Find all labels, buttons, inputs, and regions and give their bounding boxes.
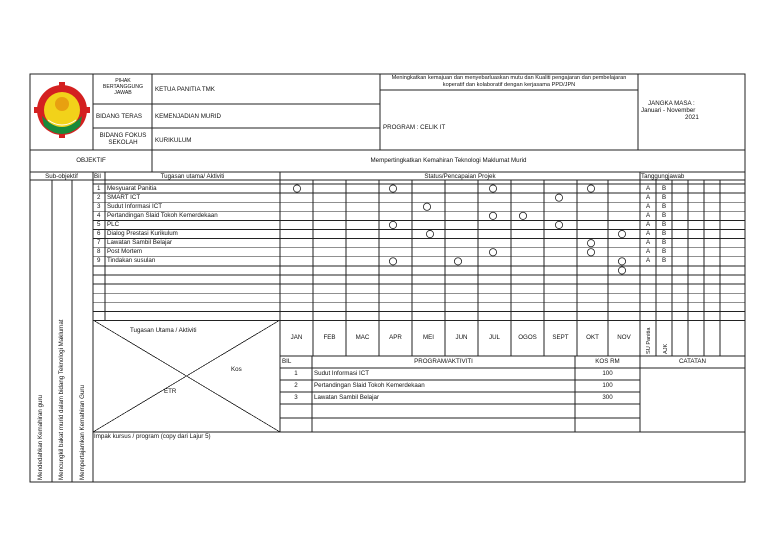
activity-name: Pertandingan Slaid Tokoh Kemerdekaan — [107, 211, 218, 219]
side-label-3: Mempertajamkan Kemahiran Guru — [79, 385, 86, 480]
status-circle-icon — [489, 185, 496, 192]
status-circle-icon — [618, 267, 625, 274]
col-tanggungjawab: Tanggungjawab — [641, 173, 685, 180]
resp-b: B — [662, 193, 667, 201]
col-sub-objektif: Sub-objektif — [45, 173, 78, 180]
status-circle-icon — [389, 221, 396, 228]
cost-row-name: Sudut Informasi ICT — [314, 370, 370, 377]
impak-text: Impak kursus / program (copy dari Lajur 5) — [94, 433, 211, 440]
resp-ajk: AJK — [663, 343, 669, 354]
activity-name: Lawatan Sambil Belajar — [107, 239, 173, 247]
objektif-value: Mempertingkatkan Kemahiran Teknologi Maklumat Murid — [370, 157, 527, 164]
status-circle-icon — [618, 258, 625, 265]
month-label: JUN — [455, 334, 468, 341]
status-circle-icon — [389, 185, 396, 192]
cost-bil-header: BIL — [282, 358, 292, 365]
resp-b: B — [662, 211, 667, 219]
status-circle-icon — [489, 212, 496, 219]
resp-b: B — [662, 184, 667, 192]
month-label: FEB — [323, 334, 336, 341]
col-bil: Bil — [94, 173, 101, 180]
status-circle-icon — [426, 230, 433, 237]
resp-b: B — [662, 248, 667, 256]
resp-b: B — [662, 257, 667, 265]
cost-row-number: 1 — [294, 370, 298, 377]
status-circle-icon — [587, 249, 594, 256]
status-circle-icon — [555, 194, 562, 201]
activity-name: Tindakan susulan — [107, 257, 156, 265]
cost-row-kos: 100 — [602, 382, 613, 389]
status-circle-icon — [389, 258, 396, 265]
resp-a: A — [646, 211, 651, 219]
activity-name: Sudut Informasi ICT — [107, 202, 163, 210]
jangka-value: Januari - November — [641, 107, 696, 114]
month-label: NOV — [617, 334, 631, 341]
status-circle-icon — [489, 249, 496, 256]
month-label: APR — [389, 334, 402, 341]
pihak-label: PIHAK BERTANGGUNG JAWAB — [102, 78, 144, 96]
diag-etr: ETR — [164, 388, 177, 395]
side-label-1: Mendedahkan Kemahiran guru — [37, 395, 44, 480]
status-circle-icon — [293, 185, 300, 192]
activity-number: 7 — [97, 239, 101, 247]
month-label: JUL — [488, 334, 500, 341]
pihak-value: KETUA PANITIA TMK — [155, 86, 215, 93]
activity-name: SMART ICT — [107, 193, 141, 201]
month-label: MEI — [422, 334, 434, 341]
activity-number: 2 — [97, 193, 101, 201]
activity-name: Post Mortem — [107, 248, 143, 256]
fokus-label: BIDANG FOKUS SEKOLAH — [99, 132, 147, 146]
teras-label: BIDANG TERAS — [96, 113, 142, 120]
resp-a: A — [646, 257, 651, 265]
resp-a: A — [646, 202, 651, 210]
cost-row-name: Pertandingan Slaid Tokoh Kemerdekaan — [314, 382, 425, 389]
objektif-label: OBJEKTIF — [76, 157, 106, 164]
resp-b: B — [662, 230, 667, 237]
status-circle-icon — [454, 258, 461, 265]
month-label: JAN — [290, 334, 303, 341]
activity-name: Dialog Prestasi Kurikulum — [107, 230, 178, 237]
resp-a: A — [646, 220, 651, 228]
activity-number: 4 — [97, 211, 101, 219]
program-title: PROGRAM : CELIK IT — [383, 124, 446, 131]
month-label: OGOS — [518, 334, 537, 341]
activity-number: 1 — [97, 184, 101, 192]
activity-number: 8 — [97, 248, 101, 256]
cost-row-kos: 300 — [602, 394, 613, 401]
activity-number: 5 — [97, 220, 101, 228]
top-text-line1: Meningkatkan kemajuan dan menyebarluaskan mutu dan Kualiti pengajaran dan pembelajaran — [391, 75, 627, 81]
resp-b: B — [662, 202, 667, 210]
status-circle-icon — [618, 230, 625, 237]
resp-a: A — [646, 184, 651, 192]
school-logo — [34, 82, 90, 142]
activity-name: Mesyuarat Panitia — [107, 184, 157, 192]
status-circle-icon — [555, 221, 562, 228]
activity-number: 9 — [97, 257, 101, 265]
resp-b: B — [662, 239, 667, 247]
resp-su-panitia: SU Panitia — [646, 327, 652, 354]
status-circle-icon — [423, 203, 430, 210]
cost-kos-header: KOS RM — [595, 358, 620, 365]
month-label: OKT — [586, 334, 599, 341]
fokus-value: KURIKULUM — [155, 137, 192, 144]
jangka-label: JANGKA MASA : — [648, 100, 695, 107]
cost-row-kos: 100 — [602, 370, 613, 377]
month-label: SEPT — [552, 334, 569, 341]
activity-name: PLC — [107, 220, 120, 228]
side-label-2: Mencungkil bakat murid dalam bidang Teknologi Maklumat — [58, 319, 65, 480]
col-status: Status/Pencapaian Projek — [424, 173, 496, 180]
cost-row-number: 3 — [294, 394, 298, 401]
teras-value: KEMENJADIAN MURID — [155, 113, 222, 120]
resp-a: A — [646, 230, 651, 237]
top-text-line2: koperatif dan kolaboratif dengan kerjasama PPD/JPN — [442, 82, 576, 88]
resp-a: A — [646, 193, 651, 201]
activity-number: 6 — [97, 230, 101, 237]
activity-number: 3 — [97, 202, 101, 210]
status-circle-icon — [587, 240, 594, 247]
resp-b: B — [662, 220, 667, 228]
resp-a: A — [646, 248, 651, 256]
diag-kos: Kos — [231, 366, 242, 373]
jangka-year: 2021 — [685, 114, 699, 121]
month-label: MAC — [355, 334, 370, 341]
status-circle-icon — [519, 212, 526, 219]
status-circle-icon — [587, 185, 594, 192]
diag-tugasan: Tugasan Utama / Aktiviti — [130, 327, 197, 334]
col-tugasan: Tugasan utama/ Aktiviti — [160, 173, 225, 180]
resp-a: A — [646, 239, 651, 247]
cost-program-header: PROGRAM/AKTIVITI — [414, 358, 473, 365]
cost-row-name: Lawatan Sambil Belajar — [314, 394, 380, 401]
cost-row-number: 2 — [294, 382, 298, 389]
cost-catatan-header: CATATAN — [678, 358, 707, 365]
